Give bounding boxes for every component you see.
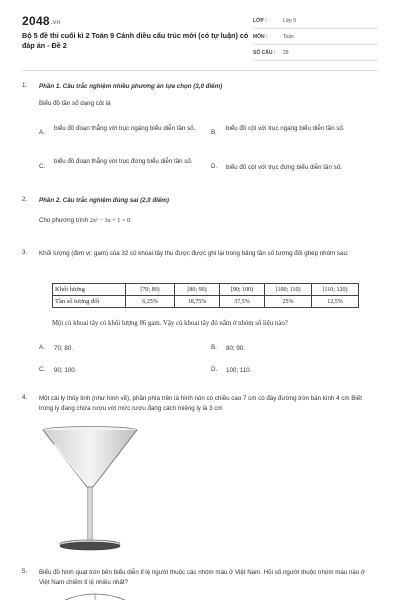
table-cell: 37,5% (220, 296, 265, 308)
table-cell: [80; 90) (175, 284, 220, 296)
option-text[interactable]: 90; 100. (54, 367, 77, 374)
meta-label: SỐ CÂU : (253, 49, 276, 56)
table-cell: 12,5% (312, 296, 359, 308)
question-stem (39, 216, 369, 226)
option-text[interactable]: biểu đồ cột với trục ngang biểu diễn tần số. (226, 125, 345, 132)
site-logo[interactable] (22, 14, 60, 28)
page-header (0, 0, 400, 66)
table-cell: Tần số tương đối (53, 296, 126, 308)
option-text[interactable]: 100; 110. (226, 367, 252, 374)
frequency-table (52, 283, 359, 308)
meta-value: Lớp 9 (283, 17, 297, 24)
table-cell: [110; 120) (312, 284, 359, 296)
section-title: Phần 2. Câu trắc nghiệm đúng sai (2,0 điểm) (39, 197, 169, 204)
table-cell: 18,75% (175, 296, 220, 308)
stem-prefix: Cho phương trình (39, 217, 89, 224)
option-key[interactable]: A. (39, 129, 45, 136)
question-number: 3. (22, 249, 28, 256)
option-key[interactable]: B. (211, 129, 217, 136)
meta-row-class (253, 13, 378, 29)
question-number: 5. (22, 568, 28, 575)
document-title: Bộ 5 đề thi cuối kì 2 Toán 9 Cánh diều cấu trúc mới (có tự luận) có đáp án - Đề 2 (22, 31, 249, 50)
equation: 2x² − 3x + 1 = 0. (89, 217, 132, 224)
table-cell: 25% (265, 296, 312, 308)
option-key[interactable]: C. (39, 366, 46, 373)
option-key[interactable]: D. (211, 163, 218, 170)
meta-value: Toán (283, 33, 294, 40)
option-text[interactable]: 70; 80. (54, 345, 73, 352)
table-cell: Khối lượng (53, 284, 126, 296)
table-cell: 6,25% (126, 296, 175, 308)
logo-main: 2048 (22, 14, 50, 28)
question-text: Một củ khoai tây có khối lượng 86 gam. Vậy củ khoai tây đó nằm ở nhóm số liệu nào? (52, 320, 288, 327)
meta-row-subject (253, 29, 378, 45)
table-cell: [70; 80) (126, 284, 175, 296)
exam-meta (253, 13, 378, 61)
meta-value: 28 (283, 49, 289, 56)
meta-label: MÔN : (253, 33, 268, 40)
option-key[interactable]: A. (39, 344, 45, 351)
option-key[interactable]: C. (39, 163, 46, 170)
table-row (53, 284, 359, 296)
question-stem: Khối lượng (đơn vị: gam) của 32 củ khoai tây thu được được ghi lại trong bảng tần số tương đối ghép nhóm sau: (39, 250, 349, 257)
meta-row-count (253, 45, 378, 61)
option-text[interactable]: biểu đồ đoạn thẳng với trục ngang biểu diễn tần số. (54, 125, 196, 132)
option-text[interactable]: biểu đồ cột với trục đứng biểu diễn tần số. (226, 164, 342, 171)
question-stem: Biểu đồ tần số dạng cột là (39, 100, 111, 107)
question-number: 1. (22, 82, 28, 89)
pie-chart-partial-icon (60, 592, 130, 600)
table-row (53, 296, 359, 308)
option-text[interactable]: 80; 90. (226, 345, 245, 352)
option-key[interactable]: B. (211, 344, 217, 351)
header-divider (22, 70, 378, 71)
option-key[interactable]: D. (211, 366, 218, 373)
question-stem: Biểu đồ hình quạt tròn bên biểu diễn tỉ lệ người thuộc các nhóm máu ở Việt Nam. Hỏi số người thuộc nhóm máu nào ở Việt Nam chiếm tỉ lệ nhiều nhất? (39, 569, 366, 586)
question-number: 2. (22, 196, 28, 203)
martini-glass-icon (40, 425, 140, 553)
question-number: 4. (22, 394, 28, 401)
section-title: Phần 1. Câu trắc nghiệm nhiều phương án lựa chọn (3,0 điểm) (39, 83, 223, 90)
table-cell: [100; 110) (265, 284, 312, 296)
option-text[interactable]: biểu đồ đoạn thẳng với trục đứng biểu diễn tần số. (54, 158, 193, 165)
logo-suffix: .vn (50, 20, 61, 26)
meta-label: LỚP : (253, 17, 267, 24)
table-cell: [90; 100) (220, 284, 265, 296)
question-stem: Một cái ly thủy tinh (như hình vẽ), phần phía trên là hình nón có chiều cao 7 cm có đáy đường tròn bán kính 4 cm Biết trong ly đang chứa rượu với mức rượu đang cách miệng ly là 3 cm (39, 395, 362, 412)
